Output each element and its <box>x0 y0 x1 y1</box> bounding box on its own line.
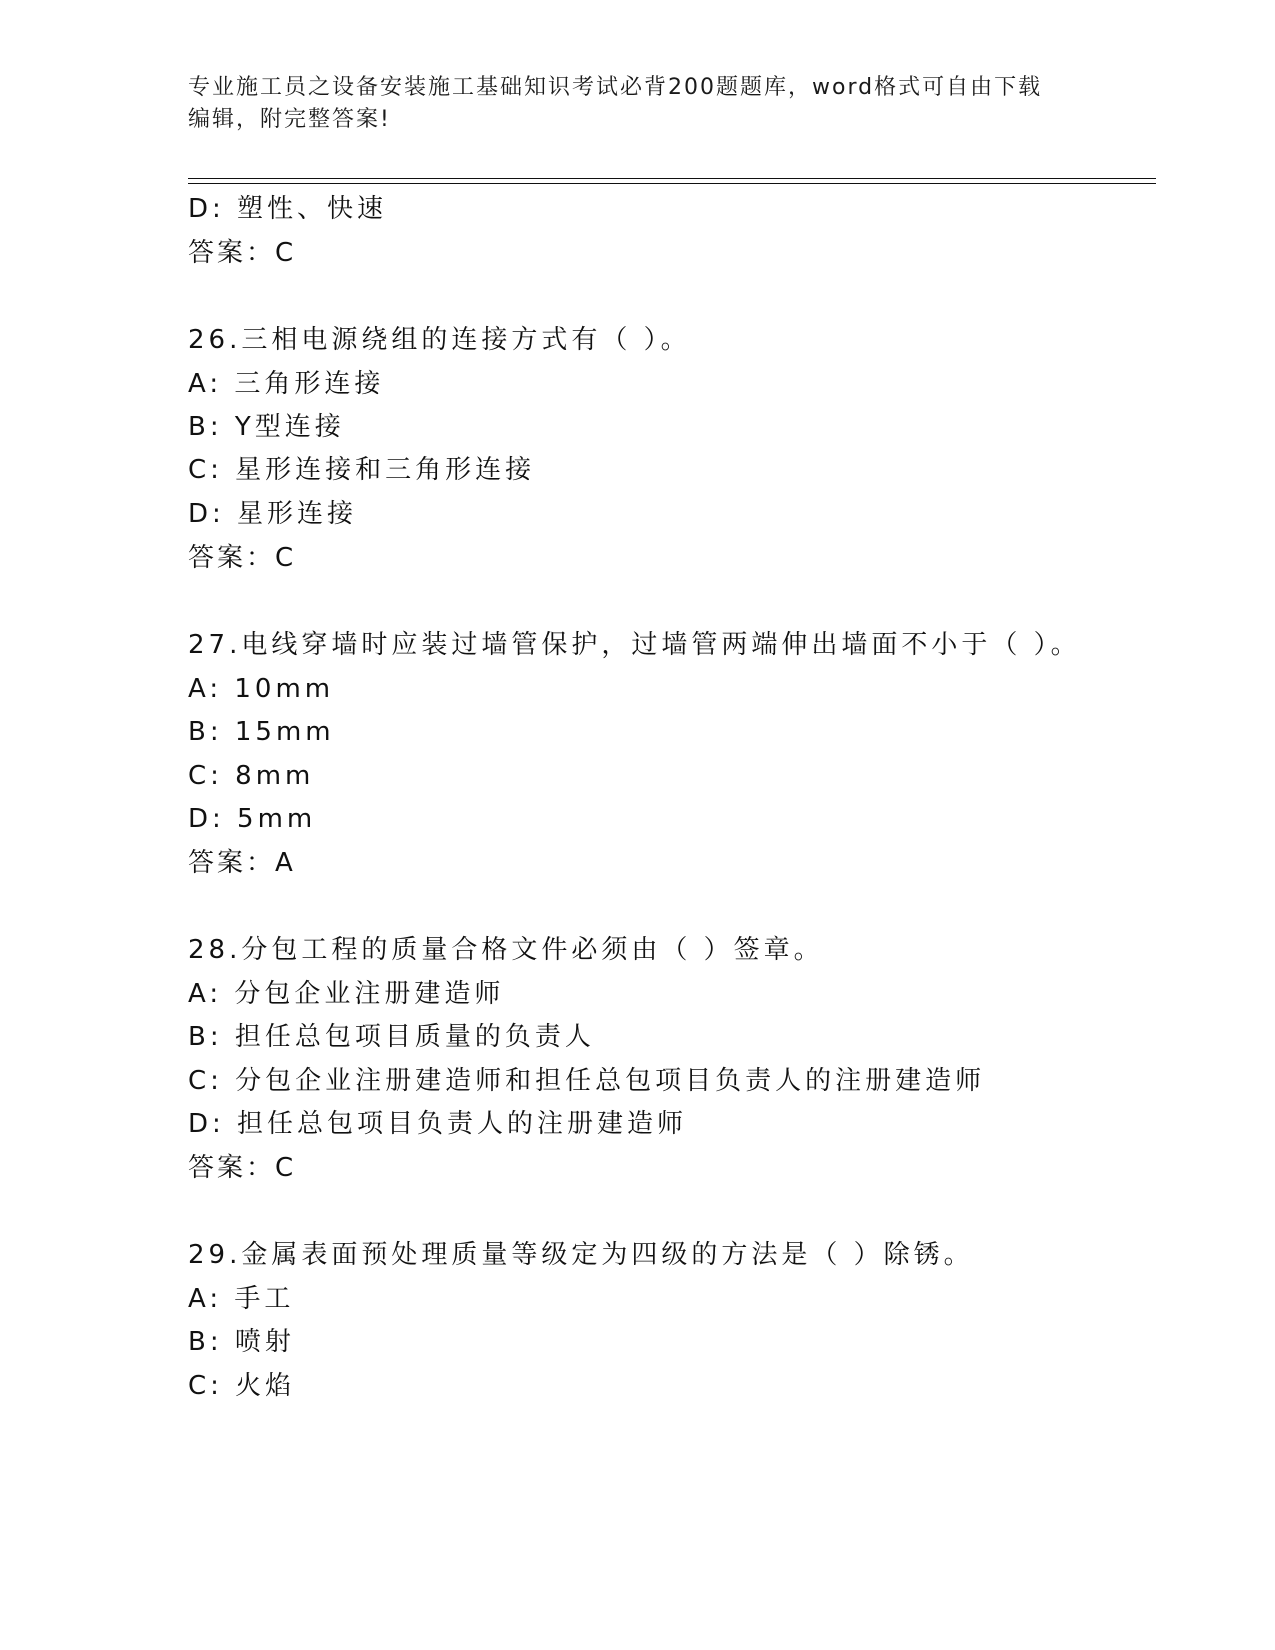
answer-28: 答案：C <box>188 1153 297 1183</box>
option-c-28: C: 分包企业注册建造师和担任总包项目负责人的注册建造师 <box>188 1066 986 1096</box>
answer-27: 答案：A <box>188 848 296 878</box>
header-title-line-1: 专业施工员之设备安装施工基础知识考试必背200题题库，word格式可自由下载 <box>188 75 1043 100</box>
option-a-26: A: 三角形连接 <box>188 369 385 399</box>
option-a-28: A: 分包企业注册建造师 <box>188 979 505 1009</box>
document-header <box>188 72 1088 136</box>
answer-25: 答案：C <box>188 238 297 268</box>
question-26: 26.三相电源绕组的连接方式有（ ）。 <box>188 325 691 355</box>
question-29: 29.金属表面预处理质量等级定为四级的方法是（ ）除锈。 <box>188 1240 974 1270</box>
header-divider-top <box>188 178 1156 179</box>
option-c-29: C: 火焰 <box>188 1371 296 1401</box>
header-divider-bottom <box>188 183 1156 184</box>
option-a-29: A: 手工 <box>188 1284 295 1314</box>
option-c-26: C: 星形连接和三角形连接 <box>188 455 536 485</box>
option-a-27: A: 10mm <box>188 674 335 704</box>
option-d-26: D: 星形连接 <box>188 499 358 529</box>
option-b-27: B: 15mm <box>188 717 335 747</box>
option-b-26: B: Y型连接 <box>188 412 345 442</box>
option-d-28: D: 担任总包项目负责人的注册建造师 <box>188 1109 688 1139</box>
question-28: 28.分包工程的质量合格文件必须由（ ）签章。 <box>188 935 824 965</box>
option-d-25: D: 塑性、快速 <box>188 194 388 224</box>
answer-26: 答案：C <box>188 543 297 573</box>
option-c-27: C: 8mm <box>188 761 315 791</box>
option-b-28: B: 担任总包项目质量的负责人 <box>188 1022 595 1052</box>
question-27: 27.电线穿墙时应装过墙管保护，过墙管两端伸出墙面不小于（ ）。 <box>188 630 1081 660</box>
option-b-29: B: 喷射 <box>188 1327 295 1357</box>
option-d-27: D: 5mm <box>188 804 317 834</box>
header-title-line-2: 编辑，附完整答案! <box>188 107 391 132</box>
